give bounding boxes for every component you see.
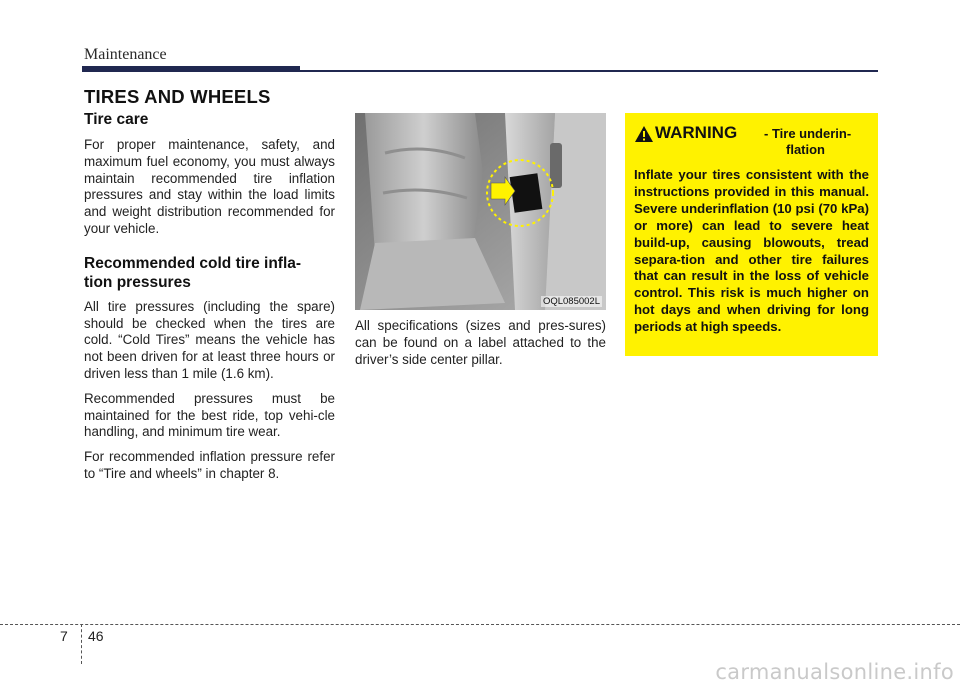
figure-caption: All specifications (sizes and pres-sures) can be found on a label attached to the driver’s side center pillar. [355,318,606,367]
cold-pressure-paragraph: All tire pressures (including the spare) should be checked when the tires are cold. “Cold Tires” means the vehicle has not been driven for at least three hours or driven less than 1 mile (1.6 km). [84,298,335,381]
warning-triangle-icon [634,125,654,143]
cold-pressure-heading-line2: tion pressures [84,273,191,291]
cold-pressure-paragraph: For recommended inflation pressure refer to “Tire and wheels” in chapter 8. [84,449,335,481]
header-rule [300,70,878,72]
cold-pressure-paragraph: Recommended pressures must be maintained for the best ride, top vehi-cle handling, and minimum tire wear. [84,390,335,440]
warning-box [625,113,878,356]
page-number: 46 [88,628,104,644]
warning-title: WARNING [655,123,738,142]
running-header: Maintenance [84,46,167,63]
warning-header [634,123,869,159]
cold-pressure-heading [84,254,335,292]
watermark: carmanualsonline.info [715,660,954,684]
tire-care-paragraph: For proper maintenance, safety, and maximum fuel economy, you must always maintain recommended tire inflation pressures and stay within the load limits and weight distribution recommended for your vehicle. [84,137,335,236]
footer-divider [81,624,82,664]
section-title: TIRES AND WHEELS [84,86,271,107]
door-pillar-photo [355,113,606,310]
warning-body: Inflate your tires consistent with the instructions provided in this manual. Severe underinflation (10 psi (70 kPa) or more) can lead to severe heat build-up, causing blowouts, tread separa-tion and other tire failures that can result in the loss of vehicle control. This risk is much higher on hot days and when driving for long periods at high speeds. [634,167,869,335]
chapter-number: 7 [60,628,68,644]
door-pillar-illustration [355,113,606,310]
header-bar [82,66,300,72]
left-column [84,110,335,491]
cold-pressure-heading-line1: Recommended cold tire infla- [84,254,302,272]
warning-subtitle-line2: flation [786,142,825,157]
tire-care-heading: Tire care [84,111,149,128]
footer-rule [0,624,960,625]
warning-subtitle-line1: - Tire underin- [764,126,852,141]
figure-code: OQL085002L [542,296,600,307]
